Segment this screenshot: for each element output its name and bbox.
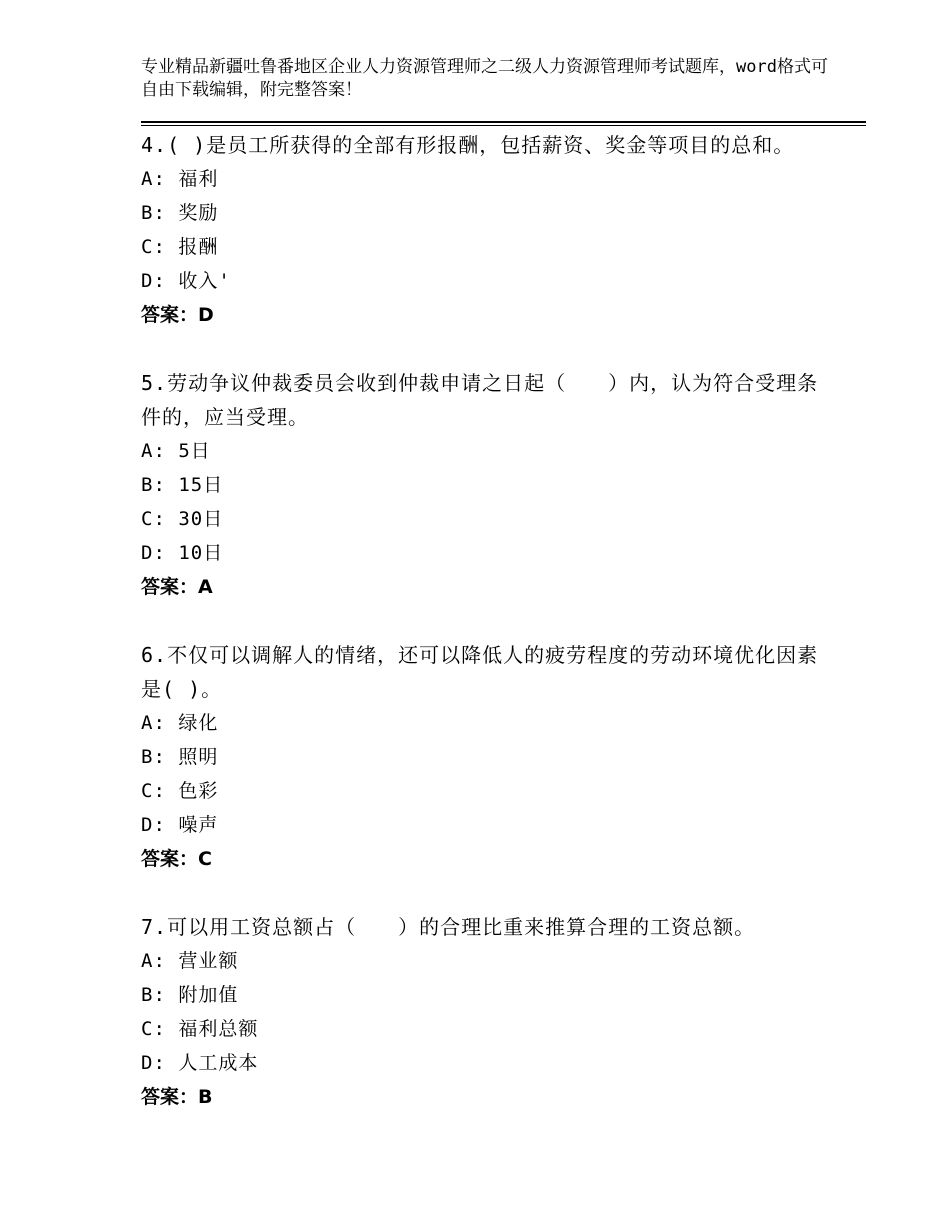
option-a: A: 福利 <box>141 168 219 190</box>
option-c: C: 报酬 <box>141 236 219 258</box>
question-list <box>141 128 831 1148</box>
question-4 <box>141 128 831 332</box>
option-b: B: 附加值 <box>141 984 239 1006</box>
option-c: C: 色彩 <box>141 780 219 802</box>
answer-line: 答案：A <box>141 576 213 598</box>
question-stem: 4.( )是员工所获得的全部有形报酬，包括薪资、奖金等项目的总和。 <box>141 133 795 157</box>
option-a: A: 5日 <box>141 440 211 462</box>
option-d: D: 收入' <box>141 270 231 292</box>
question-5 <box>141 366 831 604</box>
option-c: C: 30日 <box>141 508 224 530</box>
option-b: B: 照明 <box>141 746 219 768</box>
header-divider-thick <box>141 121 866 123</box>
question-6 <box>141 638 831 876</box>
answer-line: 答案：D <box>141 304 214 326</box>
question-stem: 7.可以用工资总额占（ ）的合理比重来推算合理的工资总额。 <box>141 915 756 939</box>
option-d: D: 10日 <box>141 542 224 564</box>
option-a: A: 绿化 <box>141 712 219 734</box>
document-header: 专业精品新疆吐鲁番地区企业人力资源管理师之二级人力资源管理师考试题库，word格式可自由下载编辑，附完整答案！ <box>141 57 828 100</box>
option-d: D: 噪声 <box>141 814 219 836</box>
question-stem: 6.不仅可以调解人的情绪，还可以降低人的疲劳程度的劳动环境优化因素是( )。 <box>141 643 819 701</box>
option-b: B: 15日 <box>141 474 224 496</box>
option-d: D: 人工成本 <box>141 1052 259 1074</box>
answer-line: 答案：C <box>141 848 212 870</box>
option-a: A: 营业额 <box>141 950 239 972</box>
question-stem: 5.劳动争议仲裁委员会收到仲裁申请之日起（ ）内，认为符合受理条件的，应当受理。 <box>141 371 819 429</box>
option-c: C: 福利总额 <box>141 1018 259 1040</box>
header-divider-thin <box>141 125 866 126</box>
option-b: B: 奖励 <box>141 202 219 224</box>
question-7 <box>141 910 831 1114</box>
answer-line: 答案：B <box>141 1086 213 1108</box>
